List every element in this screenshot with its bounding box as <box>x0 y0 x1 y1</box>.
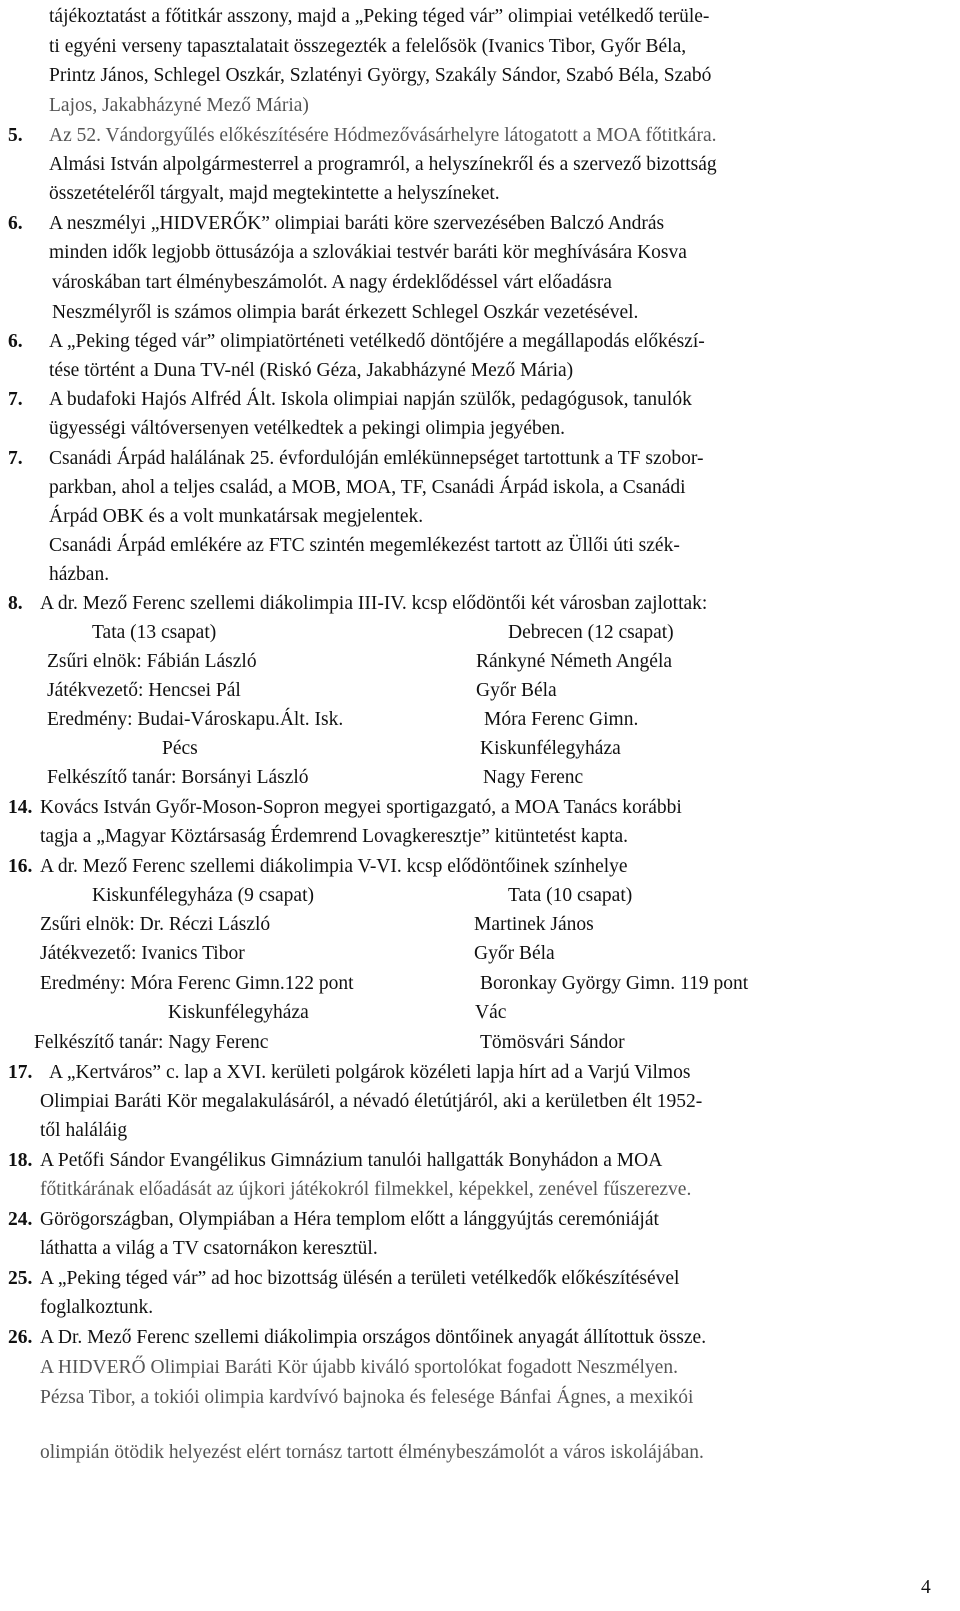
line-text: összetételéről tárgyalt, majd megtekintette a helyszíneket. <box>49 183 500 204</box>
table-cell <box>168 1000 309 1026</box>
item-number: 26. <box>8 1327 33 1348</box>
text-line <box>49 387 692 413</box>
text-line <box>49 358 573 384</box>
text-line <box>49 63 711 89</box>
line-text: A dr. Mező Ferenc szellemi diákolimpia III-IV. kcsp elődöntői két városban zajlottak: <box>40 593 708 614</box>
line-text: tájékoztatást a főtitkár asszony, majd a „Peking téged vár” olimpiai vetélkedő terüle- <box>49 6 710 27</box>
text-line <box>40 1118 127 1144</box>
cell-text: Kiskunfélegyháza <box>480 738 621 759</box>
line-text: minden idők legjobb öttusázója a szlovákiai testvér baráti kör meghívására Kosva <box>49 242 687 263</box>
table-cell <box>40 912 270 938</box>
cell-text: Zsűri elnök: Fábián László <box>47 651 257 672</box>
line-text: városkában tart élménybeszámolót. A nagy érdeklődéssel várt előadásra <box>52 272 612 293</box>
line-text: láthatta a világ a TV csatornákon keresztül. <box>40 1238 378 1259</box>
line-text: A Petőfi Sándor Evangélikus Gimnázium tanulói hallgatták Bonyhádon a MOA <box>40 1150 663 1171</box>
cell-text: Martinek János <box>474 914 594 935</box>
cell-text: Kiskunfélegyháza (9 csapat) <box>92 885 314 906</box>
text-line <box>40 1207 659 1233</box>
line-text: A budafoki Hajós Alfréd Ált. Iskola olimpiai napján szülők, pedagógusok, tanulók <box>49 389 692 410</box>
table-cell <box>47 649 257 675</box>
cell-text: Győr Béla <box>476 680 557 701</box>
cell-text: Boronkay György Gimn. 119 pont <box>480 973 749 994</box>
item-number: 8. <box>8 593 23 614</box>
line-text: Neszmélyről is számos olimpia barát érkezett Schlegel Oszkár vezetésével. <box>52 302 639 323</box>
list-item <box>8 329 23 355</box>
line-text: parkban, ahol a teljes család, a MOB, MOA, TF, Csanádi Árpád iskola, a Csanádi <box>49 477 686 498</box>
text-line <box>40 795 682 821</box>
cell-text: Játékvezető: Ivanics Tibor <box>40 943 245 964</box>
cell-text: Tömösvári Sándor <box>480 1032 625 1053</box>
text-line <box>40 591 707 617</box>
table-cell <box>508 883 632 909</box>
line-text: A „Peking téged vár” ad hoc bizottság ülésén a területi vetélkedők előkészítésével <box>40 1268 680 1289</box>
text-line <box>49 34 686 60</box>
table-cell <box>47 678 241 704</box>
list-item <box>8 1325 32 1351</box>
line-text: ti egyéni verseny tapasztalatait összegezték a felelősök (Ivanics Tibor, Győr Béla, <box>49 36 687 57</box>
text-line <box>49 562 109 588</box>
line-text: Az 52. Vándorgyűlés előkészítésére Hódmezővásárhelyre látogatott a MOA főtitkára. <box>49 125 717 146</box>
line-text: Pézsa Tibor, a tokiói olimpia kardvívó bajnoka és felesége Bánfai Ágnes, a mexikói <box>40 1387 694 1408</box>
text-line <box>40 1355 678 1381</box>
list-item <box>8 854 32 880</box>
table-cell <box>476 649 672 675</box>
item-number: 25. <box>8 1268 33 1289</box>
line-text: Csanádi Árpád emlékére az FTC szintén megemlékezést tartott az Üllői úti szék- <box>49 535 680 556</box>
cell-text: Eredmény: Móra Ferenc Gimn.122 pont <box>40 973 354 994</box>
table-cell <box>162 736 198 762</box>
text-line <box>40 854 628 880</box>
line-text: Almási István alpolgármesterrel a programról, a helyszínekről és a szervező bizottság <box>49 154 717 175</box>
text-line <box>49 475 686 501</box>
list-item <box>8 211 23 237</box>
line-text: A HIDVERŐ Olimpiai Baráti Kör újabb kiváló sportolókat fogadott Neszmélyen. <box>40 1357 678 1378</box>
cell-text: Ránkyné Németh Angéla <box>476 651 673 672</box>
list-item <box>8 1060 32 1086</box>
item-number: 14. <box>8 797 33 818</box>
line-text: tagja a „Magyar Köztársaság Érdemrend Lovagkeresztje” kitüntetést kapta. <box>40 826 628 847</box>
text-line <box>40 1325 706 1351</box>
text-line <box>52 300 638 326</box>
line-text: házban. <box>49 564 110 585</box>
text-line <box>49 181 500 207</box>
table-cell <box>474 912 594 938</box>
line-text: Lajos, Jakabházyné Mező Mária) <box>49 95 309 116</box>
item-number: 17. <box>8 1062 33 1083</box>
table-cell <box>47 765 309 791</box>
cell-text: Felkészítő tanár: Borsányi László <box>47 767 309 788</box>
table-cell <box>483 765 583 791</box>
table-cell <box>508 620 674 646</box>
cell-text: Tata (13 csapat) <box>92 622 217 643</box>
table-cell <box>40 971 354 997</box>
cell-text: Nagy Ferenc <box>483 767 584 788</box>
page-number: 4 <box>921 1577 931 1598</box>
text-line <box>40 824 628 850</box>
text-line <box>49 211 664 237</box>
item-number: 7. <box>8 389 23 410</box>
line-text: ügyességi váltóversenyen vetélkedtek a pekingi olimpia jegyében. <box>49 418 566 439</box>
text-line <box>49 123 717 149</box>
text-line <box>49 416 565 442</box>
item-number: 5. <box>8 125 23 146</box>
text-line <box>40 1089 702 1115</box>
line-text: A Dr. Mező Ferenc szellemi diákolimpia országos döntőinek anyagát állítottuk össze. <box>40 1327 707 1348</box>
list-item <box>8 591 23 617</box>
text-line <box>40 1177 691 1203</box>
table-cell <box>480 736 621 762</box>
text-line <box>49 533 680 559</box>
text-line <box>40 1440 704 1466</box>
line-text: től haláláig <box>40 1120 128 1141</box>
line-text: Olimpiai Baráti Kör megalakulásáról, a névadó életútjáról, aki a kerületben élt 1952- <box>40 1091 703 1112</box>
table-cell <box>480 971 748 997</box>
text-line <box>49 446 703 472</box>
line-text: Kovács István Győr-Moson-Sopron megyei sportigazgató, a MOA Tanács korábbi <box>40 797 682 818</box>
item-number: 24. <box>8 1209 33 1230</box>
cell-text: Eredmény: Budai-Városkapu.Ált. Isk. <box>47 709 344 730</box>
line-text: A neszmélyi „HIDVERŐK” olimpiai baráti köre szervezésében Balczó András <box>49 213 665 234</box>
item-number: 7. <box>8 448 23 469</box>
text-line <box>40 1295 153 1321</box>
table-cell <box>92 883 314 909</box>
item-number: 6. <box>8 331 23 352</box>
text-line <box>49 152 717 178</box>
cell-text: Felkészítő tanár: Nagy Ferenc <box>34 1032 269 1053</box>
line-text: A dr. Mező Ferenc szellemi diákolimpia V-VI. kcsp elődöntőinek színhelye <box>40 856 628 877</box>
text-line <box>49 4 709 30</box>
line-text: foglalkoztunk. <box>40 1297 154 1318</box>
table-cell <box>92 620 216 646</box>
line-text: Csanádi Árpád halálának 25. évfordulóján emlékünnepséget tartottunk a TF szobor- <box>49 448 704 469</box>
text-line <box>49 240 687 266</box>
list-item <box>8 1148 32 1174</box>
text-line <box>40 1266 679 1292</box>
item-number: 6. <box>8 213 23 234</box>
cell-text: Móra Ferenc Gimn. <box>484 709 639 730</box>
list-item <box>8 1266 32 1292</box>
line-text: A „Peking téged vár” olimpiatörténeti vetélkedő döntőjére a megállapodás előkészí- <box>49 331 705 352</box>
table-cell <box>480 1030 625 1056</box>
line-text: A „Kertváros” c. lap a XVI. kerületi polgárok közéleti lapja hírt ad a Varjú Vilmos <box>49 1062 691 1083</box>
table-cell <box>484 707 638 733</box>
table-cell <box>40 941 245 967</box>
line-text: Printz János, Schlegel Oszkár, Szlatényi György, Szakály Sándor, Szabó Béla, Szabó <box>49 65 712 86</box>
table-cell <box>476 678 557 704</box>
table-cell <box>474 941 555 967</box>
cell-text: Debrecen (12 csapat) <box>508 622 674 643</box>
text-line <box>49 1060 690 1086</box>
line-text: tése történt a Duna TV-nél (Riskó Géza, Jakabházyné Mező Mária) <box>49 360 574 381</box>
text-line <box>49 329 705 355</box>
item-number: 16. <box>8 856 33 877</box>
table-cell <box>47 707 343 733</box>
line-text: főtitkárának előadását az újkori játékokról filmekkel, képekkel, zenével fűszerezve. <box>40 1179 692 1200</box>
text-line <box>40 1148 662 1174</box>
text-line <box>49 504 423 530</box>
list-item <box>8 1207 32 1233</box>
list-item <box>8 387 23 413</box>
text-line <box>40 1236 378 1262</box>
list-item <box>8 446 23 472</box>
line-text: olimpián ötödik helyezést elért tornász tartott élménybeszámolót a város iskolájában. <box>40 1442 704 1463</box>
cell-text: Pécs <box>162 738 198 759</box>
table-cell <box>34 1030 268 1056</box>
cell-text: Tata (10 csapat) <box>508 885 633 906</box>
table-cell <box>475 1000 506 1026</box>
cell-text: Játékvezető: Hencsei Pál <box>47 680 241 701</box>
text-line <box>40 1385 693 1411</box>
item-number: 18. <box>8 1150 33 1171</box>
list-item <box>8 795 32 821</box>
cell-text: Vác <box>475 1002 507 1023</box>
cell-text: Zsűri elnök: Dr. Réczi László <box>40 914 271 935</box>
text-line <box>49 93 309 119</box>
text-line <box>52 270 612 296</box>
cell-text: Győr Béla <box>474 943 555 964</box>
list-item <box>8 123 23 149</box>
line-text: Árpád OBK és a volt munkatársak megjelentek. <box>49 506 424 527</box>
line-text: Görögországban, Olympiában a Héra templom előtt a lánggyújtás ceremóniáját <box>40 1209 659 1230</box>
cell-text: Kiskunfélegyháza <box>168 1002 309 1023</box>
